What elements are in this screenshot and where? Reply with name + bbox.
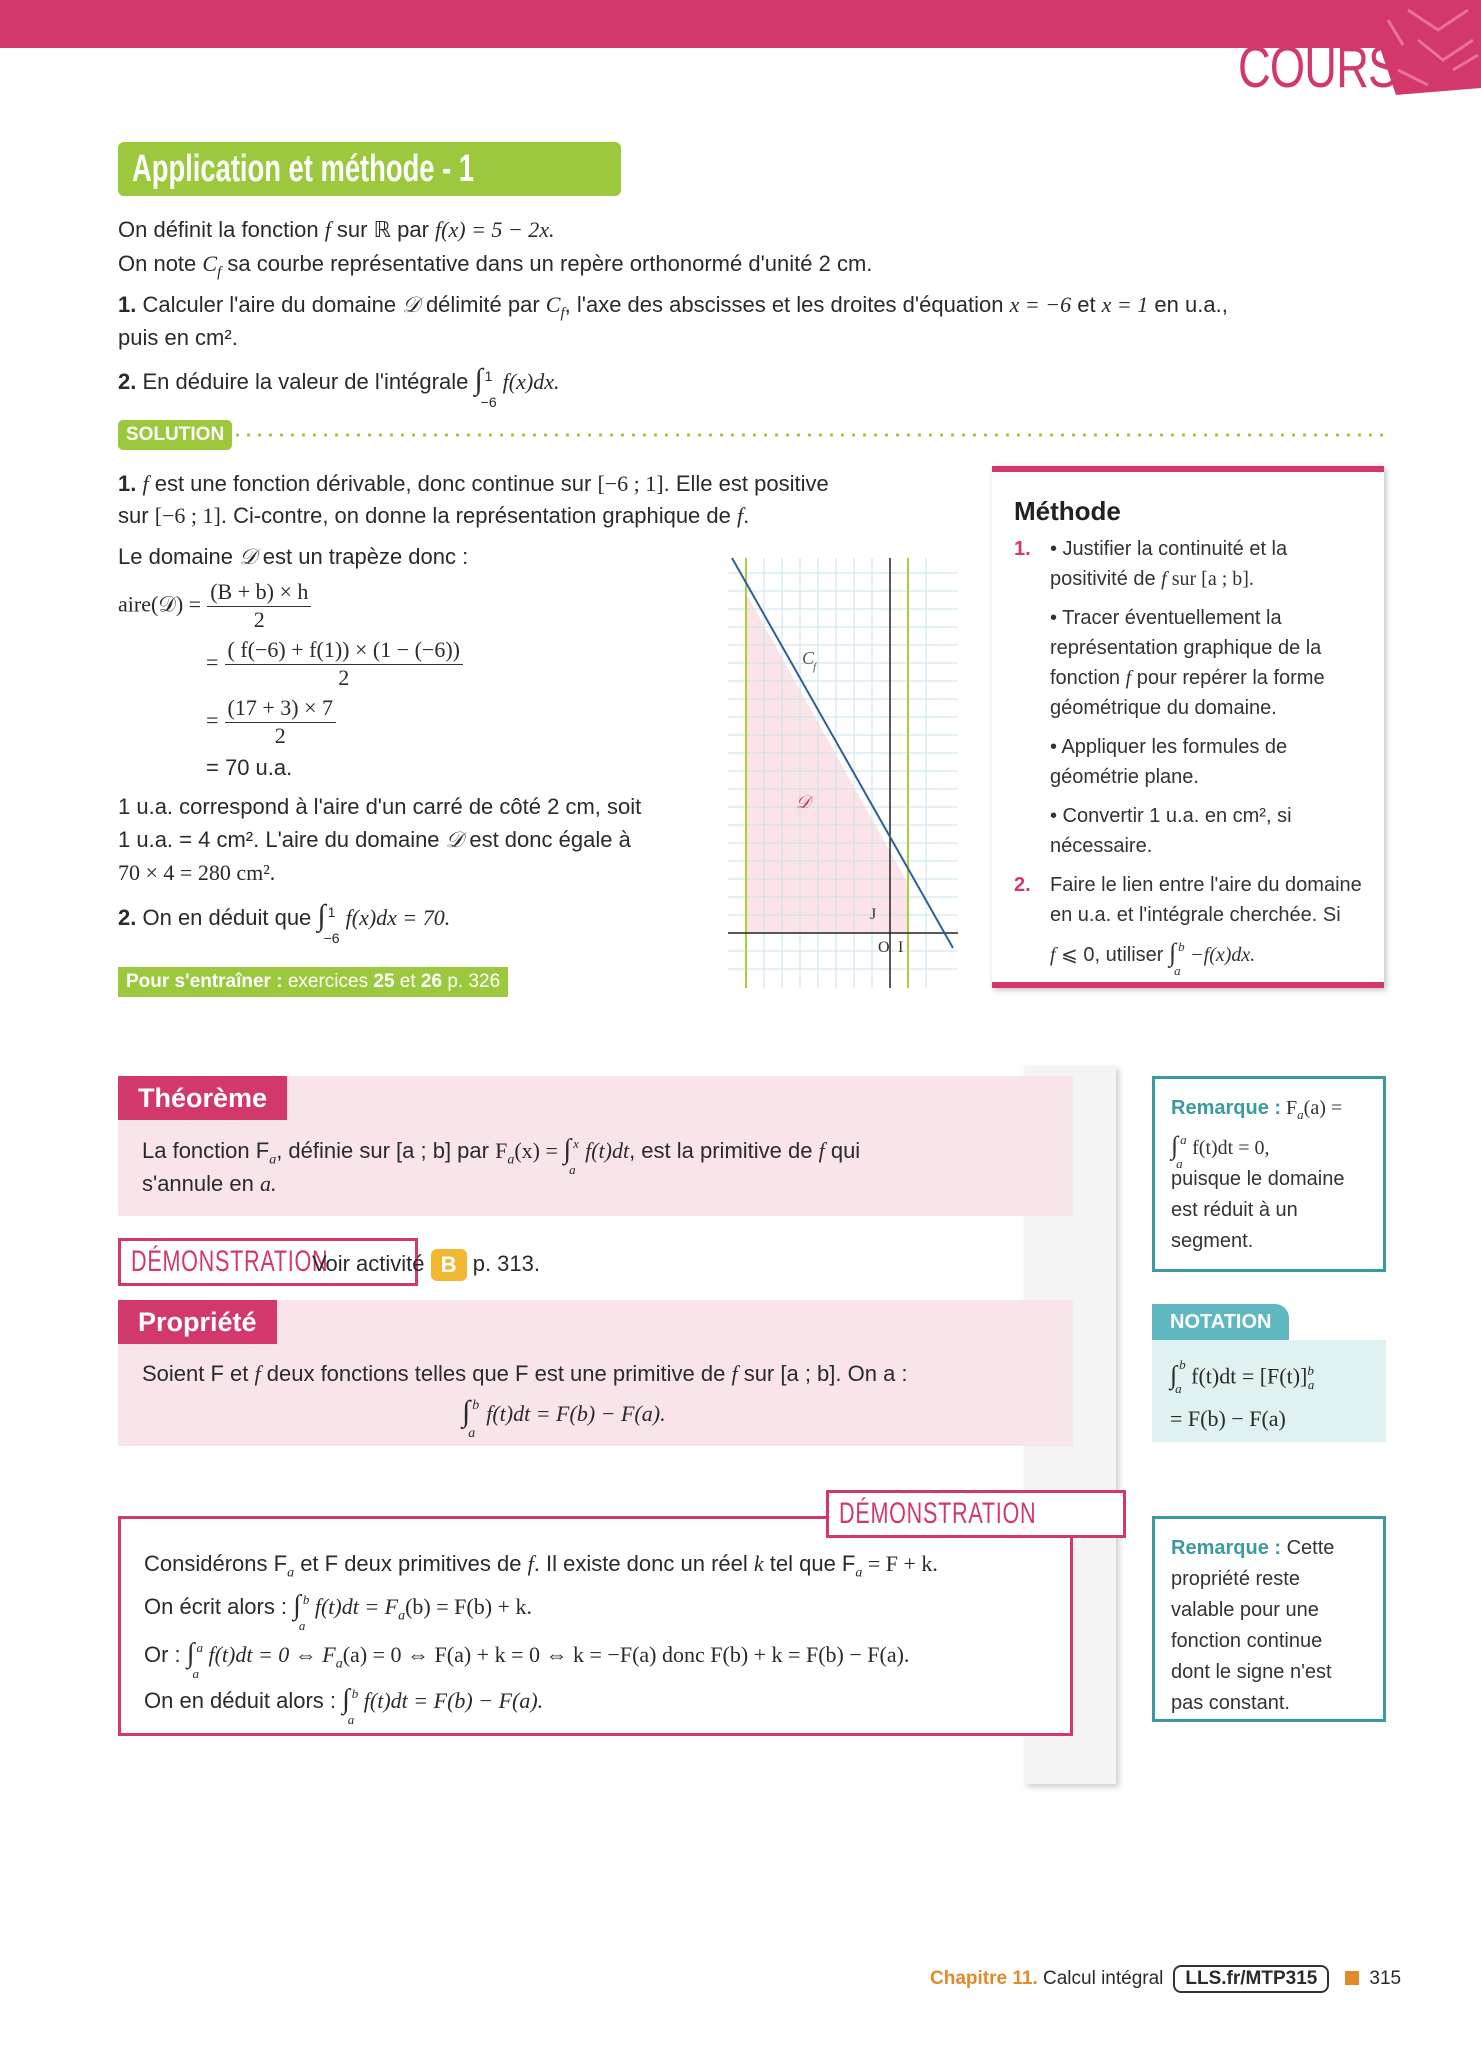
solution-line-1: 1. f est une fonction dérivable, donc continue sur [−6 ; 1]. Elle est positive [118,471,829,496]
solution-tag: SOLUTION [118,420,232,450]
curve-label: C [802,648,815,668]
page-marker-icon [1345,1971,1359,1985]
notation-tag: NOTATION [1152,1304,1289,1340]
demo2-line-2: On écrit alors : ∫ b a $f(t)dt = F_a(b) = F(b) + k$. [144,1590,532,1633]
area-calc-1: aire(𝒟) = $\frac{(B + b) \times h}{2}$ [118,578,311,633]
theorem-line-1: La fonction $F_a$, définie sur [a ; b] par $F_a(x)$ = ∫ x a f(t)dt, est la primitive de f qui [142,1134,861,1177]
theorem-line-2: s'annule en a. [142,1171,277,1196]
i-label: I [898,939,904,956]
demo2-line-4: On en déduit alors : ∫ b a f(t)dt = F(b) − F(a). [144,1684,544,1727]
curve-sub: f [813,661,817,673]
remark-box-2: Remarque : Cette propriété reste valable pour une fonction continue dont le signe n'est pas constant. [1152,1516,1386,1722]
demonstration-tag-2: DÉMONSTRATION [826,1490,1126,1538]
application-title: Application et méthode - 1 [118,142,621,196]
notation-box: ∫ b a $f(t)dt = [F(t)]^b_a$ = F(b) − F(a) [1152,1340,1386,1442]
demo2-line-3: Or : ∫ a a f(t)dt = 0 ⇔ $F_a(a) = 0$ ⇔ F(a) + k = 0 ⇔ k = −F(a) donc F(b) + k = F(b) − F(a). [144,1638,910,1681]
method-title: Méthode [1014,496,1121,526]
activity-badge: B [431,1249,467,1281]
page-footer: Chapitre 11. Calcul intégral LLS.fr/MTP315 315 [930,1965,1401,1993]
demonstration-1-text[interactable]: Voir activité B p. 313. [312,1248,540,1281]
ua-line-2: 1 u.a. = 4 cm². L'aire du domaine 𝒟 est donc égale à [118,827,631,852]
question-1-line-2: puis en cm². [118,325,238,350]
resource-link[interactable]: LLS.fr/MTP315 [1173,1965,1329,1993]
practice-link[interactable]: Pour s'entraîner : exercices 25 et 26 p. 326 [118,967,508,997]
method-step-2: 2. Faire le lien entre l'aire du domaine [1014,874,1362,896]
top-banner [0,0,1230,48]
ua-line-3: 70 × 4 = 280 cm². [118,860,276,885]
solution-2: 2. On en déduit que ∫ 1 −6 f(x)dx = 70. [118,899,451,946]
theorem-label: Théorème [118,1076,287,1120]
intro-line-2: On note $C_f$ sa courbe représentative dans un repère orthonormé d'unité 2 cm. [118,251,873,281]
area-calc-3: = $\frac{(17 + 3) \times 7}{2}$ [206,694,336,749]
solution-line-3: Le domaine 𝒟 est un trapèze donc : [118,544,469,569]
intro-line-1: On définit la fonction f sur ℝ par f(x) = 5 − 2x. [118,217,555,242]
area-result: = 70 u.a. [206,755,293,780]
demo2-line-1: Considérons $F_a$ et F deux primitives de f. Il existe donc un réel k tel que $F_a = F + k$. [144,1551,938,1581]
dotted-separator [232,433,1384,437]
method-box: Méthode 1. • Justifier la continuité et la positivité de f sur [a ; b]. • Tracer éventuellement la représentation graphique de la fonction f pour repérer la forme géométrique du domaine. • Appliquer les formules de géométrie plane. • Convertir 1 u.a. en cm², si nécessaire. 2. Faire le lien entre l'aire du domaine en u.a. et l'intégrale cherchée. Si f ⩽ 0, utiliser ∫ b a −f(x)dx. [992,466,1384,988]
remark-box-1: Remarque : $F_a(a)$ = ∫ a a f(t)dt = 0, puisque le domaine est réduit à un segment. [1152,1076,1386,1272]
area-calc-2: = $\frac{( f(-6) + f(1)) \times (1 - (-6))}{2}$ [206,636,463,691]
question-2: 2. En déduire la valeur de l'intégrale ∫ 1 −6 f(x)dx. [118,363,560,410]
domain-label: 𝒟 [796,792,811,812]
question-1: 1. Calculer l'aire du domaine 𝒟 délimité par $C_f$, l'axe des abscisses et les droites d'équation x = −6 et x = 1 en u.a., [118,292,1228,322]
function-graph [728,548,958,988]
origin-label: O [878,939,890,956]
demonstration-tag-1: DÉMONSTRATION [118,1238,418,1286]
property-line-1: Soient F et f deux fonctions telles que F est une primitive de f sur [a ; b]. On a : [142,1361,908,1386]
property-formula: ∫ b a f(t)dt = F(b) − F(a). [462,1395,666,1441]
solution-line-2: sur [−6 ; 1]. Ci-contre, on donne la représentation graphique de f. [118,503,750,528]
j-label: J [870,906,877,923]
property-label: Propriété [118,1300,277,1344]
method-step-1: 1. • Justifier la continuité et la [1014,538,1288,560]
ua-line-1: 1 u.a. correspond à l'aire d'un carré de côté 2 cm, soit [118,794,642,819]
section-label: COURS [1238,35,1398,100]
